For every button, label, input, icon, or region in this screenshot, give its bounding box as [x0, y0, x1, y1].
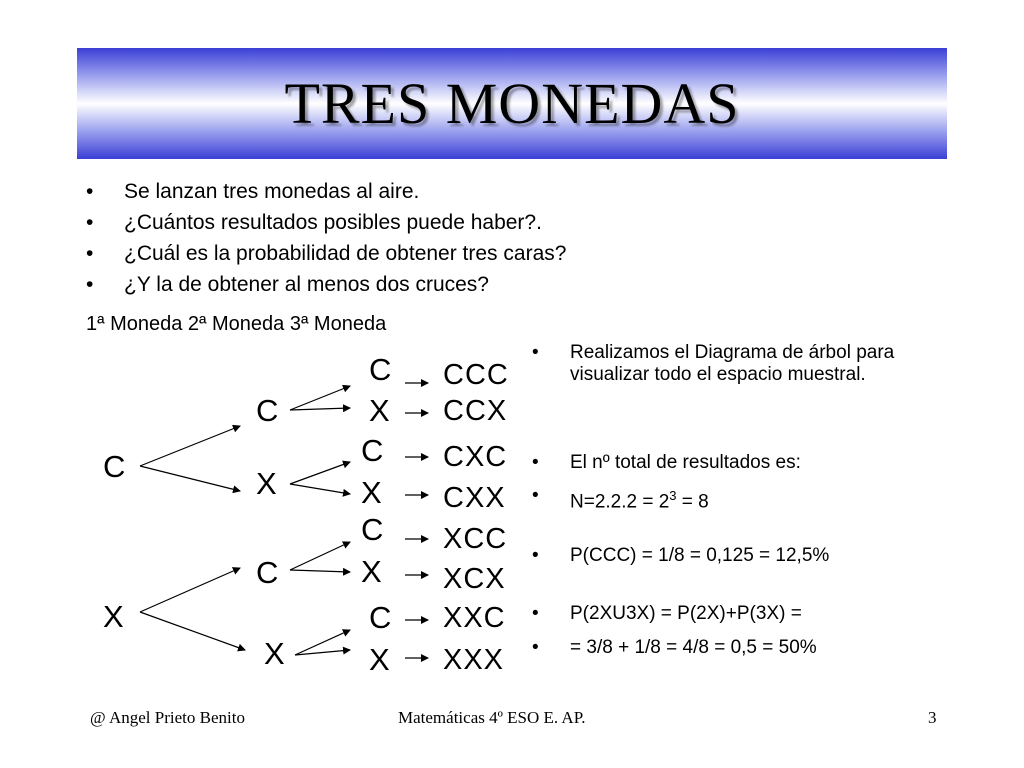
- outcome-label: XXX: [443, 644, 505, 676]
- explanation-item: • P(CCC) = 1/8 = 0,125 = 12,5%: [532, 545, 830, 566]
- bullet-icon: •: [86, 180, 94, 203]
- tree-node-level3: X: [361, 554, 382, 589]
- bullet-icon: •: [532, 452, 539, 473]
- question-item: • ¿Y la de obtener al menos dos cruces?: [86, 269, 566, 300]
- branch-line: [290, 386, 350, 410]
- outcome-label: XXC: [443, 602, 506, 634]
- outcome-label: CXX: [443, 482, 506, 514]
- tree-node-level2: X: [264, 636, 285, 671]
- question-item: • Se lanzan tres monedas al aire.: [86, 176, 566, 207]
- branch-line: [290, 484, 350, 494]
- branch-line: [140, 426, 240, 466]
- tree-node-level2: C: [256, 393, 279, 428]
- bullet-icon: •: [532, 485, 539, 506]
- explanation-item: • El nº total de resultados es:: [532, 452, 801, 473]
- branch-line: [290, 542, 350, 570]
- total-outcomes-formula: $N=2.2.2 = 2^3 = 8$: [570, 488, 709, 513]
- branch-line: [140, 612, 245, 650]
- question-item: • ¿Cuál es la probabilidad de obtener tres caras?: [86, 238, 566, 269]
- tree-node-level1: C: [103, 449, 126, 484]
- branch-line: [290, 408, 350, 410]
- tree-node-level3: X: [361, 475, 382, 510]
- tree-node-level3: C: [361, 512, 384, 547]
- footer-author: @ Angel Prieto Benito: [90, 708, 245, 727]
- explanation-item: • P(2XU3X) = P(2X)+P(3X) =: [532, 603, 802, 624]
- tree-node-level2: X: [256, 466, 277, 501]
- outcome-label: CCC: [443, 359, 509, 391]
- bullet-icon: •: [532, 545, 539, 566]
- bullet-icon: •: [86, 211, 94, 234]
- footer-course: Matemáticas 4º ESO E. AP.: [398, 708, 586, 727]
- explanation-item: • = 3/8 + 1/8 = 4/8 = 0,5 = 50%: [532, 637, 817, 658]
- bullet-icon: •: [86, 242, 94, 265]
- branch-line: [290, 570, 350, 572]
- tree-node-level3: X: [369, 642, 390, 677]
- outcome-label: XCC: [443, 523, 508, 555]
- tree-column-headers: 1ª Moneda 2ª Moneda 3ª Moneda: [86, 313, 387, 335]
- footer-page-number: 3: [928, 708, 937, 727]
- tree-node-level1: X: [103, 599, 124, 634]
- outcome-label: CXC: [443, 441, 508, 473]
- bullet-icon: •: [532, 637, 539, 658]
- outcome-label: CCX: [443, 395, 508, 427]
- bullet-icon: •: [86, 273, 94, 296]
- branch-line: [140, 466, 240, 491]
- outcome-label: XCX: [443, 563, 506, 595]
- explanation-item: [532, 485, 709, 513]
- bullet-icon: •: [532, 342, 539, 363]
- question-item: • ¿Cuántos resultados posibles puede haber?.: [86, 207, 566, 238]
- branch-line: [290, 462, 350, 484]
- explanation-item: • Realizamos el Diagrama de árbol para visualizar todo el espacio muestral.: [532, 342, 895, 385]
- bullet-icon: •: [532, 603, 539, 624]
- tree-node-level3: C: [361, 433, 384, 468]
- slide-title: TRES MONEDAS: [284, 71, 740, 136]
- tree-node-level2: C: [256, 555, 279, 590]
- tree-node-level3: C: [369, 600, 392, 635]
- branch-line: [140, 568, 240, 612]
- tree-node-level3: X: [369, 393, 390, 428]
- tree-node-level3: C: [369, 352, 392, 387]
